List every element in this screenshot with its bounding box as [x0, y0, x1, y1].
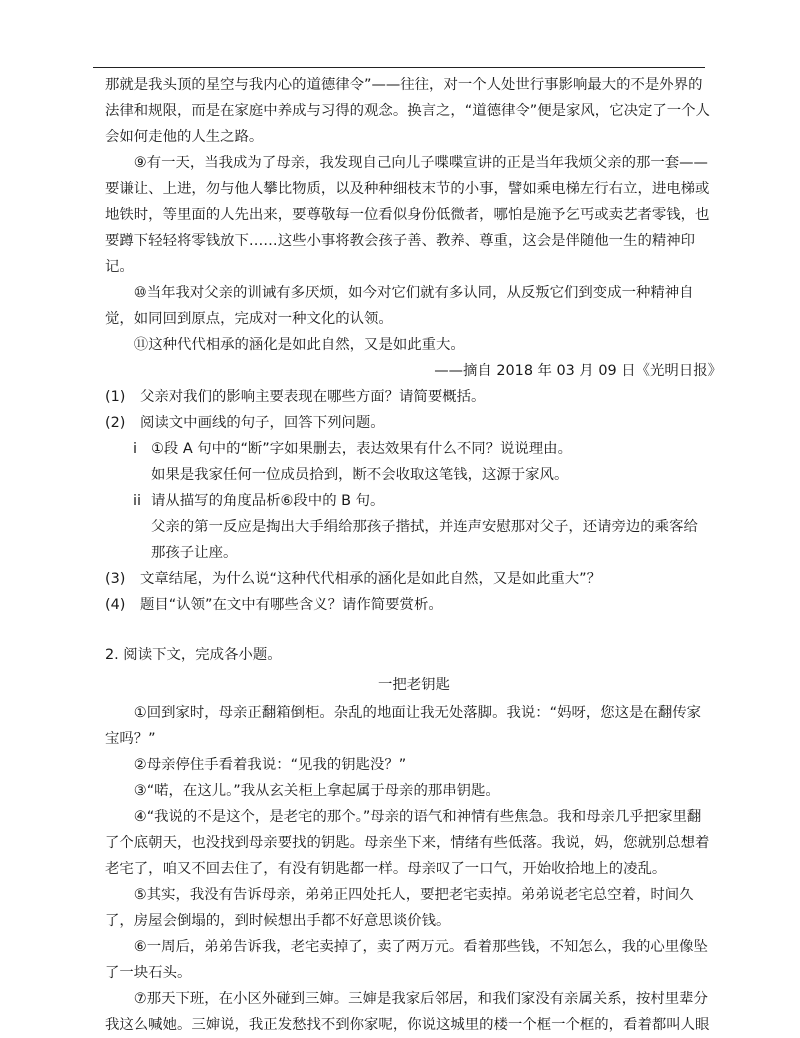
question-2-ii-quote: 父亲的第一反应是掏出大手绢给那孩子揩拭，并连声安慰那对父子，还请旁边的乘客给那孩子让座。	[151, 519, 698, 561]
story-paragraph-6: ⑥一周后，弟弟告诉我，老宅卖掉了，卖了两万元。看着那些钱，不知怎么，我的心里像坠了一块石头。	[105, 939, 708, 981]
question-2-ii	[105, 488, 712, 514]
question-4	[105, 592, 712, 618]
section-gap	[116, 618, 712, 642]
question-text: 文章结尾，为什么说“这种代代相承的涵化是如此自然，又是如此重大”？	[140, 571, 602, 587]
question-2-i-quote: 如果是我家任何一位成员拾到，断不会收取这笔钱，这源于家风。	[151, 467, 569, 483]
passage1-continuation: 那就是我头顶的星空与我内心的道德律令”——往往，对一个人处世行事影响最大的不是外界的法律和规限，而是在家庭中养成与习得的观念。换言之，“道德律令”便是家风，它决定了一个人会如何走他的人生之路。	[105, 77, 710, 145]
passage1-attribution: ——摘自 2018 年 03 月 09 日《光明日报》	[434, 363, 722, 379]
story-paragraph-7: ⑦那天下班，在小区外碰到三婶。三婶是我家后邻居，和我们家没有亲属关系，按村里辈分我这么喊她。三婶说，我正发愁找不到你家呢，你说这城里的楼一个框一个框的，看着都叫人眼	[105, 991, 710, 1033]
sub-question-number: i	[133, 441, 137, 457]
question-1	[105, 384, 712, 410]
story-title: 一把老钥匙	[378, 677, 450, 693]
question-number: (2)	[105, 415, 126, 431]
header-rule	[93, 67, 705, 68]
question-2	[105, 410, 712, 436]
sub-question-number: ii	[133, 493, 141, 509]
question-3	[105, 566, 712, 592]
question-number: (4)	[105, 597, 126, 613]
question-text: 阅读文中画线的句子，回答下列问题。	[140, 415, 385, 431]
passage1-paragraph-9: ⑨有一天，当我成为了母亲，我发现自己向儿子喋喋宣讲的正是当年我烦父亲的那一套——要谦让、上进，勿与他人攀比物质，以及种种细枝末节的小事，譬如乘电梯左行右立，进电梯或地铁时，等里面的人先出来，要尊敬每一位看似身份低微者，哪怕是施予乞丐或卖艺者零钱，也要蹲下轻轻将零钱放下……这些小事将教会孩子善、教养、尊重，这会是伴随他一生的精神印记。	[105, 155, 710, 275]
story-paragraph-5: ⑤其实，我没有告诉母亲，弟弟正四处托人，要把老宅卖掉。弟弟说老宅总空着，时间久了，房屋会倒塌的，到时候想出手都不好意思谈价钱。	[105, 887, 694, 929]
sub-question-text: ①段 A 句中的“断”字如果删去，表达效果有什么不同？说说理由。	[151, 441, 572, 457]
question-text: 父亲对我们的影响主要表现在哪些方面？请简要概括。	[140, 389, 486, 405]
passage1-paragraph-11: ⑪这种代代相承的涵化是如此自然，又是如此重大。	[133, 337, 465, 353]
story-paragraph-1: ①回到家时，母亲正翻箱倒柜。杂乱的地面让我无处落脚。我说：“妈呀，您这是在翻传家宝吗？”	[105, 705, 701, 747]
section-2-heading: 2. 阅读下文，完成各小题。	[105, 647, 282, 663]
document-page	[105, 72, 722, 1038]
question-number: (1)	[105, 389, 126, 405]
passage1-paragraph-10: ⑩当年我对父亲的训诫有多厌烦，如今对它们就有多认同，从反叛它们到变成一种精神自觉，如同回到原点，完成对一种文化的认领。	[105, 285, 694, 327]
question-2-i	[105, 436, 712, 462]
story-paragraph-4: ④“我说的不是这个，是老宅的那个。”母亲的语气和神情有些焦急。我和母亲几乎把家里翻了个底朝天，也没找到母亲要找的钥匙。母亲坐下来，情绪有些低落。我说，妈，您就别总想着老宅了，咱又不回去住了，有没有钥匙都一样。母亲叹了一口气，开始收拾地上的凌乱。	[105, 809, 710, 877]
story-paragraph-2: ②母亲停住手看着我说：“见我的钥匙没？”	[133, 757, 407, 773]
story-paragraph-3: ③“喏，在这儿。”我从玄关柜上拿起属于母亲的那串钥匙。	[133, 783, 500, 799]
question-number: (3)	[105, 571, 126, 587]
question-text: 题目“认领”在文中有哪些含义？请作简要赏析。	[140, 597, 443, 613]
sub-question-text: 请从描写的角度品析⑥段中的 B 句。	[151, 493, 385, 509]
